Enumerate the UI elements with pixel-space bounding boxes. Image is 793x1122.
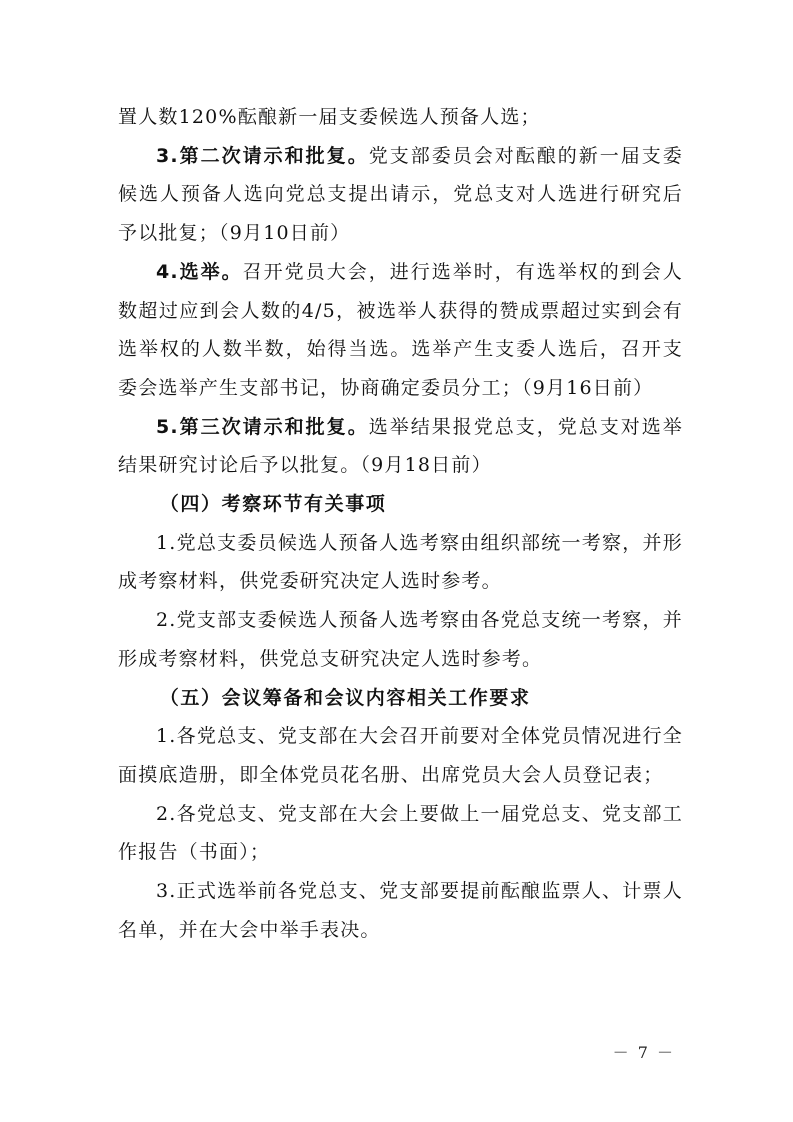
- paragraph-text: 1.党总支委员候选人预备人选考察由组织部统一考察，并形成考察材料，供党委研究决定人选时参考。: [118, 531, 683, 593]
- paragraph-meeting-1: [118, 717, 683, 794]
- paragraph-text: 1.各党总支、党支部在大会召开前要对全体党员情况进行全面摸底造册，即全体党员花名册、出席党员大会人员登记表；: [118, 725, 683, 786]
- paragraph-text: 2.党支部支委候选人预备人选考察由各党总支统一考察，并形成考察材料，供党总支研究决定人选时参考。: [118, 609, 683, 670]
- paragraph-meeting-3: [118, 872, 683, 949]
- paragraph-text: 党支部委员会对酝酿的新一届支委候选人预备人选向党总支提出请示，党总支对人选进行研究后予以批复；（9月10日前）: [118, 144, 683, 245]
- paragraph-text: 召开党员大会，进行选举时，有选举权的到会人数超过应到会人数的4/5，被选举人获得的赞成票超过实到会有选举权的人数半数，始得当选。选举产生支委人选后，召开支委会选举产生支部书记，协商确定委员分工；（9月16日前）: [118, 260, 683, 399]
- paragraph-continuation: [118, 98, 683, 137]
- paragraph-third-request: [118, 408, 683, 485]
- paragraph-lead: 4.选举。: [156, 260, 243, 283]
- paragraph-election: [118, 253, 683, 408]
- paragraph-text: 3.正式选举前各党总支、党支部要提前酝酿监票人、计票人名单，并在大会中举手表决。: [118, 880, 683, 941]
- paragraph-text: 选举结果报党总支，党总支对选举结果研究讨论后予以批复。（9月18日前）: [118, 415, 683, 477]
- document-body: [118, 98, 683, 949]
- section-heading-meeting: （五）会议筹备和会议内容相关工作要求: [159, 686, 531, 709]
- paragraph-inspection-1: [118, 524, 683, 601]
- paragraph-second-request: [118, 137, 683, 253]
- paragraph-text: 置人数120%酝酿新一届支委候选人预备人选；: [118, 106, 541, 128]
- paragraph-lead: 3.第二次请示和批复。: [156, 144, 369, 167]
- page-number: － 7 －: [612, 1043, 675, 1062]
- paragraph-lead: 5.第三次请示和批复。: [156, 415, 369, 438]
- paragraph-text: 2.各党总支、党支部在大会上要做上一届党总支、党支部工作报告（书面）；: [118, 802, 683, 864]
- section-heading-inspection: （四）考察环节有关事项: [159, 493, 387, 516]
- paragraph-inspection-2: [118, 601, 683, 678]
- paragraph-meeting-2: [118, 795, 683, 872]
